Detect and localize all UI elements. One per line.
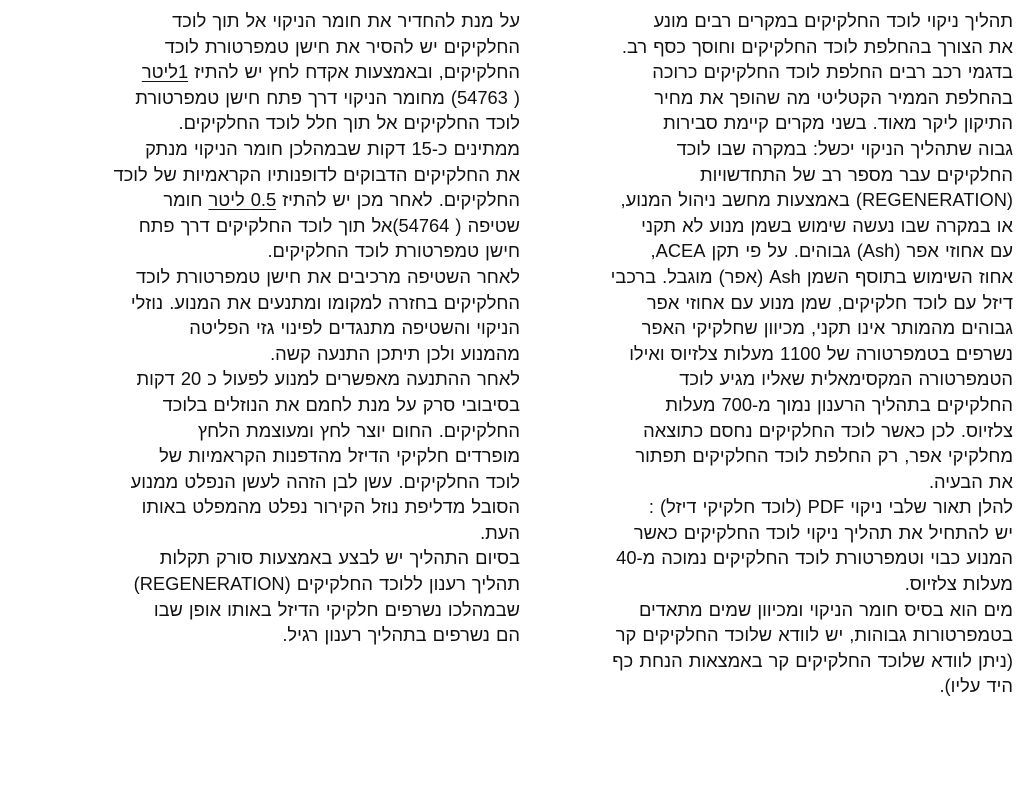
text-line: לוכד החלקיקים. עשן לבן הזהה לעשן הנפלט ממנוע <box>130 470 520 492</box>
text-run: החלקיקים. לאחר מכן יש להתיז <box>276 189 520 211</box>
text-line: הניקוי והשטיפה מתנגדים לפינוי גזי הפליטה <box>189 317 520 339</box>
text-line: התיקון ליקר מאוד. בשני מקרים קיימת סבירות <box>663 112 1013 134</box>
text-line: החלקיקים בתהליך הרענון נמוך מ-700 מעלות <box>665 393 1013 415</box>
text-line: החלקיקים עבר מספר רב של התחדשויות <box>699 163 1013 185</box>
text-line: בדגמי רכב רבים החלפת לוכד החלקיקים כרוכה <box>652 61 1013 83</box>
text-line: (ניתן לוודא שלוכד החלקיקים קר באמצאות הנחת כף <box>612 649 1013 671</box>
text-line: יש להתחיל את תהליך ניקוי לוכד החלקיקים כאשר <box>633 521 1013 543</box>
text-line: את הבעיה. <box>928 470 1013 492</box>
text-run: החלקיקים, ובאמצעות אקדח לחץ יש להתיז <box>188 61 520 83</box>
text-line: הסובל מדליפת נוזל הקירור נפלט מהמפלט באותו <box>141 496 520 518</box>
text-line: גבוה שתהליך הניקוי יכשל: במקרה שבו לוכד <box>676 137 1013 159</box>
text-line: מופרדים חלקיקי הדיזל מהדפנות הקראמיות של <box>159 445 520 467</box>
text-line: מעלות צלזיוס. <box>904 573 1013 595</box>
quantity-1-liter: 1ליטר <box>141 61 189 83</box>
text-line: לאחר השטיפה מרכיבים את חישן טמפרטורת לוכד <box>136 265 520 287</box>
text-line: עם אחוזי אפר (Ash) גבוהים. על פי תקן ACEA, <box>650 240 1013 262</box>
text-line <box>20 187 520 213</box>
text-line: (REGENERATION) באמצעות מחשב ניהול המנוע, <box>620 189 1013 211</box>
text-line: לאחר ההתנעה מאפשרים למנוע לפעול כ 20 דקות <box>136 368 520 390</box>
text-line: תהליך רענון ללוכד החלקיקים (REGENERATION) <box>133 573 520 595</box>
text-line: נשרפים בטמפרטורה של 1100 מעלות צלזיוס ואילו <box>629 342 1013 364</box>
text-line: חישן טמפרטורת לוכד החלקיקים. <box>267 240 520 262</box>
text-line: מחלקיקי אפר, רק החלפת לוכד החלקיקים תפתור <box>635 445 1013 467</box>
text-line: או במקרה שבו נעשה שימוש בשמן מנוע לא תקני <box>641 214 1013 236</box>
right-column <box>535 8 1013 699</box>
text-line: העת. <box>480 521 520 543</box>
text-line: המנוע כבוי וטמפרטורת לוכד החלקיקים נמוכה מ-40 <box>616 547 1013 569</box>
text-line: את החלקיקים הדבוקים לדופנותיו הקראמיות של לוכד <box>113 163 520 185</box>
text-run: חומר <box>163 189 209 211</box>
text-line: מהמנוע ולכן תיתכן התנעה קשה. <box>270 342 520 364</box>
text-line: היד עליו). <box>939 675 1013 697</box>
text-line: מים הוא בסיס חומר הניקוי ומכיוון שמים מתאדים <box>638 598 1013 620</box>
text-line <box>20 59 520 85</box>
text-line: בהחלפת הממיר הקטליטי מה שהופך את מחיר <box>654 86 1013 108</box>
text-line: אחוז השימוש בתוסף השמן Ash (אפר) מוגבל. ברכבי <box>610 265 1013 287</box>
text-line: בטמפרטורות גבוהות, יש לוודא שלוכד החלקיקים קר <box>615 624 1013 646</box>
text-line: לוכד החלקיקים אל תוך חלל לוכד החלקיקים. <box>178 112 520 134</box>
text-line: תהליך ניקוי לוכד החלקיקים במקרים רבים מונע <box>653 10 1013 31</box>
text-line: ממתינים כ-15 דקות שבמהלכן חומר הניקוי מנתק <box>145 137 520 159</box>
text-line: החלקיקים. החום יוצר לחץ ומעוצמת הלחץ <box>197 419 520 441</box>
text-line: גבוהים מהמותר אינו תקני, מכיוון שחלקיקי האפר <box>641 317 1013 339</box>
text-line: הם נשרפים בתהליך רענון רגיל. <box>282 624 520 646</box>
text-line: שבמהלכו נשרפים חלקיקי הדיזל באותו אופן שבו <box>153 598 520 620</box>
text-line: על מנת להחדיר את חומר הניקוי אל תוך לוכד <box>172 10 520 31</box>
text-line: הטמפרטורה המקסימאלית שאליו מגיע לוכד <box>679 368 1013 390</box>
text-line: צלזיוס. לכן כאשר לוכד החלקיקים נחסם כתוצאה <box>643 419 1013 441</box>
text-line: החלקיקים יש להסיר את חישן טמפרטורת לוכד <box>164 35 520 57</box>
text-line: בסיום התהליך יש לבצע באמצעות סורק תקלות <box>159 547 520 569</box>
text-line: ( 54763) מחומר הניקוי דרך פתח חישן טמפרטורת <box>135 86 520 108</box>
text-line: דיזל עם לוכד חלקיקים, שמן מנוע עם אחוזי אפר <box>646 291 1013 313</box>
text-line: להלן תאור שלבי ניקוי PDF (לוכד חלקיקי דיזל) : <box>648 496 1013 518</box>
text-line: את הצורך בהחלפת לוכד החלקיקים וחוסך כסף רב. <box>621 35 1013 57</box>
text-line: בסיבובי סרק על מנת לחמם את הנוזלים בלוכד <box>162 393 520 415</box>
left-column <box>20 8 520 648</box>
text-line: החלקיקים בחזרה למקומו ומתנעים את המנוע. נוזלי <box>130 291 520 313</box>
text-line: שטיפה ( 54764)אל תוך לוכד החלקיקים דרך פתח <box>138 214 520 236</box>
quantity-half-liter: 0.5 ליטר <box>208 189 277 211</box>
